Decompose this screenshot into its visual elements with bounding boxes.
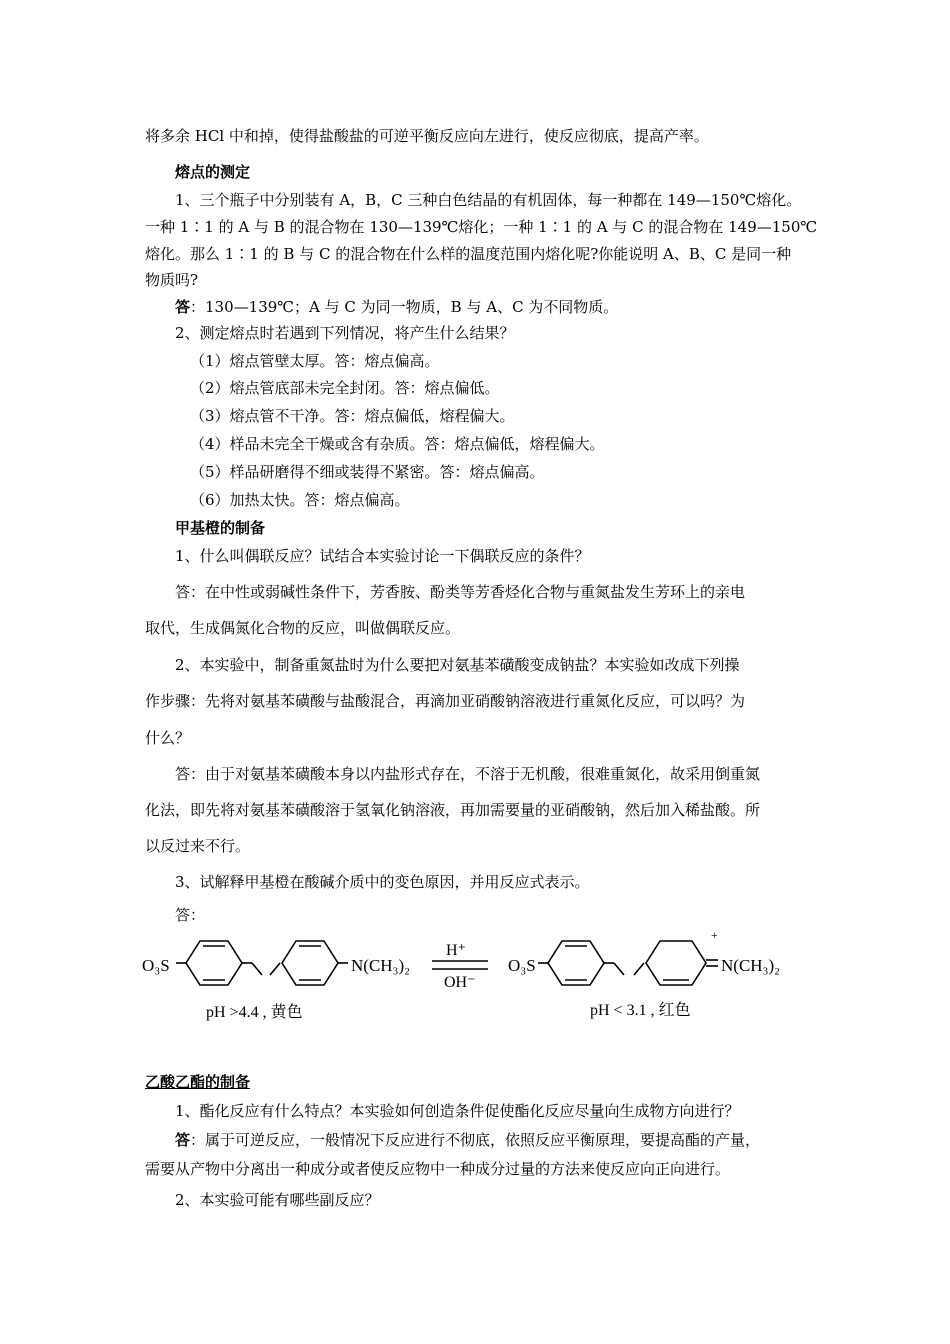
answer-text: ：属于可逆反应，一般情况下反应进行不彻底，依照反应平衡原理，要提高酯的产量， bbox=[190, 1131, 761, 1149]
quinoid-ring bbox=[646, 941, 706, 985]
list-item: （6）加热太快。答：熔点偏高。 bbox=[190, 491, 410, 509]
answer-line: 以反过来不行。 bbox=[145, 837, 251, 855]
list-item: （3）熔点管不干净。答：熔点偏低，熔程偏大。 bbox=[190, 407, 515, 425]
sulfonate-group: O₃S bbox=[508, 956, 536, 975]
answer-line: 化法，即先将对氨基苯磺酸溶于氢氧化钠溶液，再加需要量的亚硝酸钠，然后加入稀盐酸。所 bbox=[145, 801, 761, 819]
section-heading-methyl-orange: 甲基橙的制备 bbox=[175, 519, 266, 537]
list-item: （5）样品研磨得不细或装得不紧密。答：熔点偏高。 bbox=[190, 463, 545, 481]
acidic-caption: pH < 3.1 , 红色 bbox=[590, 1002, 691, 1019]
benzene-ring-3 bbox=[548, 941, 604, 985]
answer-label: 答 bbox=[175, 298, 191, 316]
answer-line: 需要从产物中分离出一种成分或者使反应物中一种成分过量的方法来使反应向正向进行。 bbox=[145, 1160, 731, 1178]
list-item: （4）样品未完全干燥或含有杂质。答：熔点偏低，熔程偏大。 bbox=[190, 435, 605, 453]
dimethyliminium-group: N(CH₃)₂ bbox=[721, 956, 781, 975]
question-line: 1、酯化反应有什么特点？本实验如何创造条件促使酯化反应尽量向生成物方向进行？ bbox=[175, 1102, 740, 1120]
answer-label: 答 bbox=[175, 1131, 191, 1149]
base-label: OH⁻ bbox=[444, 974, 476, 991]
question-line: 1、什么叫偶联反应？试结合本实验讨论一下偶联反应的条件？ bbox=[175, 547, 590, 565]
dimethylamino-group: N(CH₃)₂ bbox=[351, 956, 411, 975]
section-heading-melting-point: 熔点的测定 bbox=[175, 163, 251, 181]
answer-line: 取代，生成偶氮化合物的反应，叫做偶联反应。 bbox=[145, 619, 461, 637]
list-item: （2）熔点管底部未完全封闭。答：熔点偏低。 bbox=[190, 379, 500, 397]
question-line: 作步骤：先将对氨基苯磺酸与盐酸混合，再滴加亚硝酸钠溶液进行重氮化反应，可以吗？为 bbox=[145, 692, 746, 710]
question-line: 2、本实验中，制备重氮盐时为什么要把对氨基苯磺酸变成钠盐？本实验如改成下列操 bbox=[175, 656, 740, 674]
question-line: 3、试解释甲基橙在酸碱介质中的变色原因，并用反应式表示。 bbox=[175, 873, 590, 891]
question-line: 2、测定熔点时若遇到下列情况，将产生什么结果？ bbox=[175, 324, 515, 342]
section-heading-ethyl-acetate: 乙酸乙酯的制备 bbox=[145, 1073, 251, 1091]
question-line: 一种 1∶1 的 A 与 B 的混合物在 130—139℃熔化；一种 1∶1 的 A 与 C 的混合物在 149—150℃ bbox=[145, 218, 818, 236]
list-item: （1）熔点管壁太厚。答：熔点偏高。 bbox=[190, 352, 440, 370]
question-line: 熔化。那么 1∶1 的 B 与 C 的混合物在什么样的温度范围内熔化呢?你能说明 A、B、C 是同一种 bbox=[145, 245, 792, 263]
answer-label: 答： bbox=[175, 906, 206, 924]
answer-line: 答：在中性或弱碱性条件下，芳香胺、酚类等芳香烃化合物与重氮盐发生芳环上的亲电 bbox=[175, 583, 746, 601]
methyl-orange-equation bbox=[140, 925, 810, 1035]
benzene-ring-2 bbox=[282, 941, 338, 985]
question-line: 什么？ bbox=[145, 729, 191, 747]
sulfonate-group: O₃S bbox=[142, 956, 170, 975]
answer-line: 答：由于对氨基苯磺酸本身以内盐形式存在，不溶于无机酸，很难重氮化，故采用倒重氮 bbox=[175, 765, 761, 783]
acid-label: H⁺ bbox=[446, 942, 466, 959]
question-line: 1、三个瓶子中分别装有 A，B，C 三种白色结晶的有机固体，每一种都在 149—150℃熔化。 bbox=[175, 191, 802, 209]
paragraph-line: 将多余 HCl 中和掉，使得盐酸盐的可逆平衡反应向左进行，使反应彻底，提高产率。 bbox=[145, 127, 709, 145]
answer-line bbox=[175, 1130, 810, 1150]
question-line: 2、本实验可能有哪些副反应？ bbox=[175, 1191, 380, 1209]
question-line: 物质吗? bbox=[145, 271, 199, 289]
answer-line bbox=[175, 297, 810, 317]
basic-caption: pH >4.4 , 黄色 bbox=[206, 1004, 303, 1021]
answer-text: ：130—139℃；A 与 C 为同一物质，B 与 A、C 为不同物质。 bbox=[190, 298, 619, 316]
benzene-ring-1 bbox=[186, 941, 242, 985]
plus-charge: + bbox=[711, 928, 718, 942]
